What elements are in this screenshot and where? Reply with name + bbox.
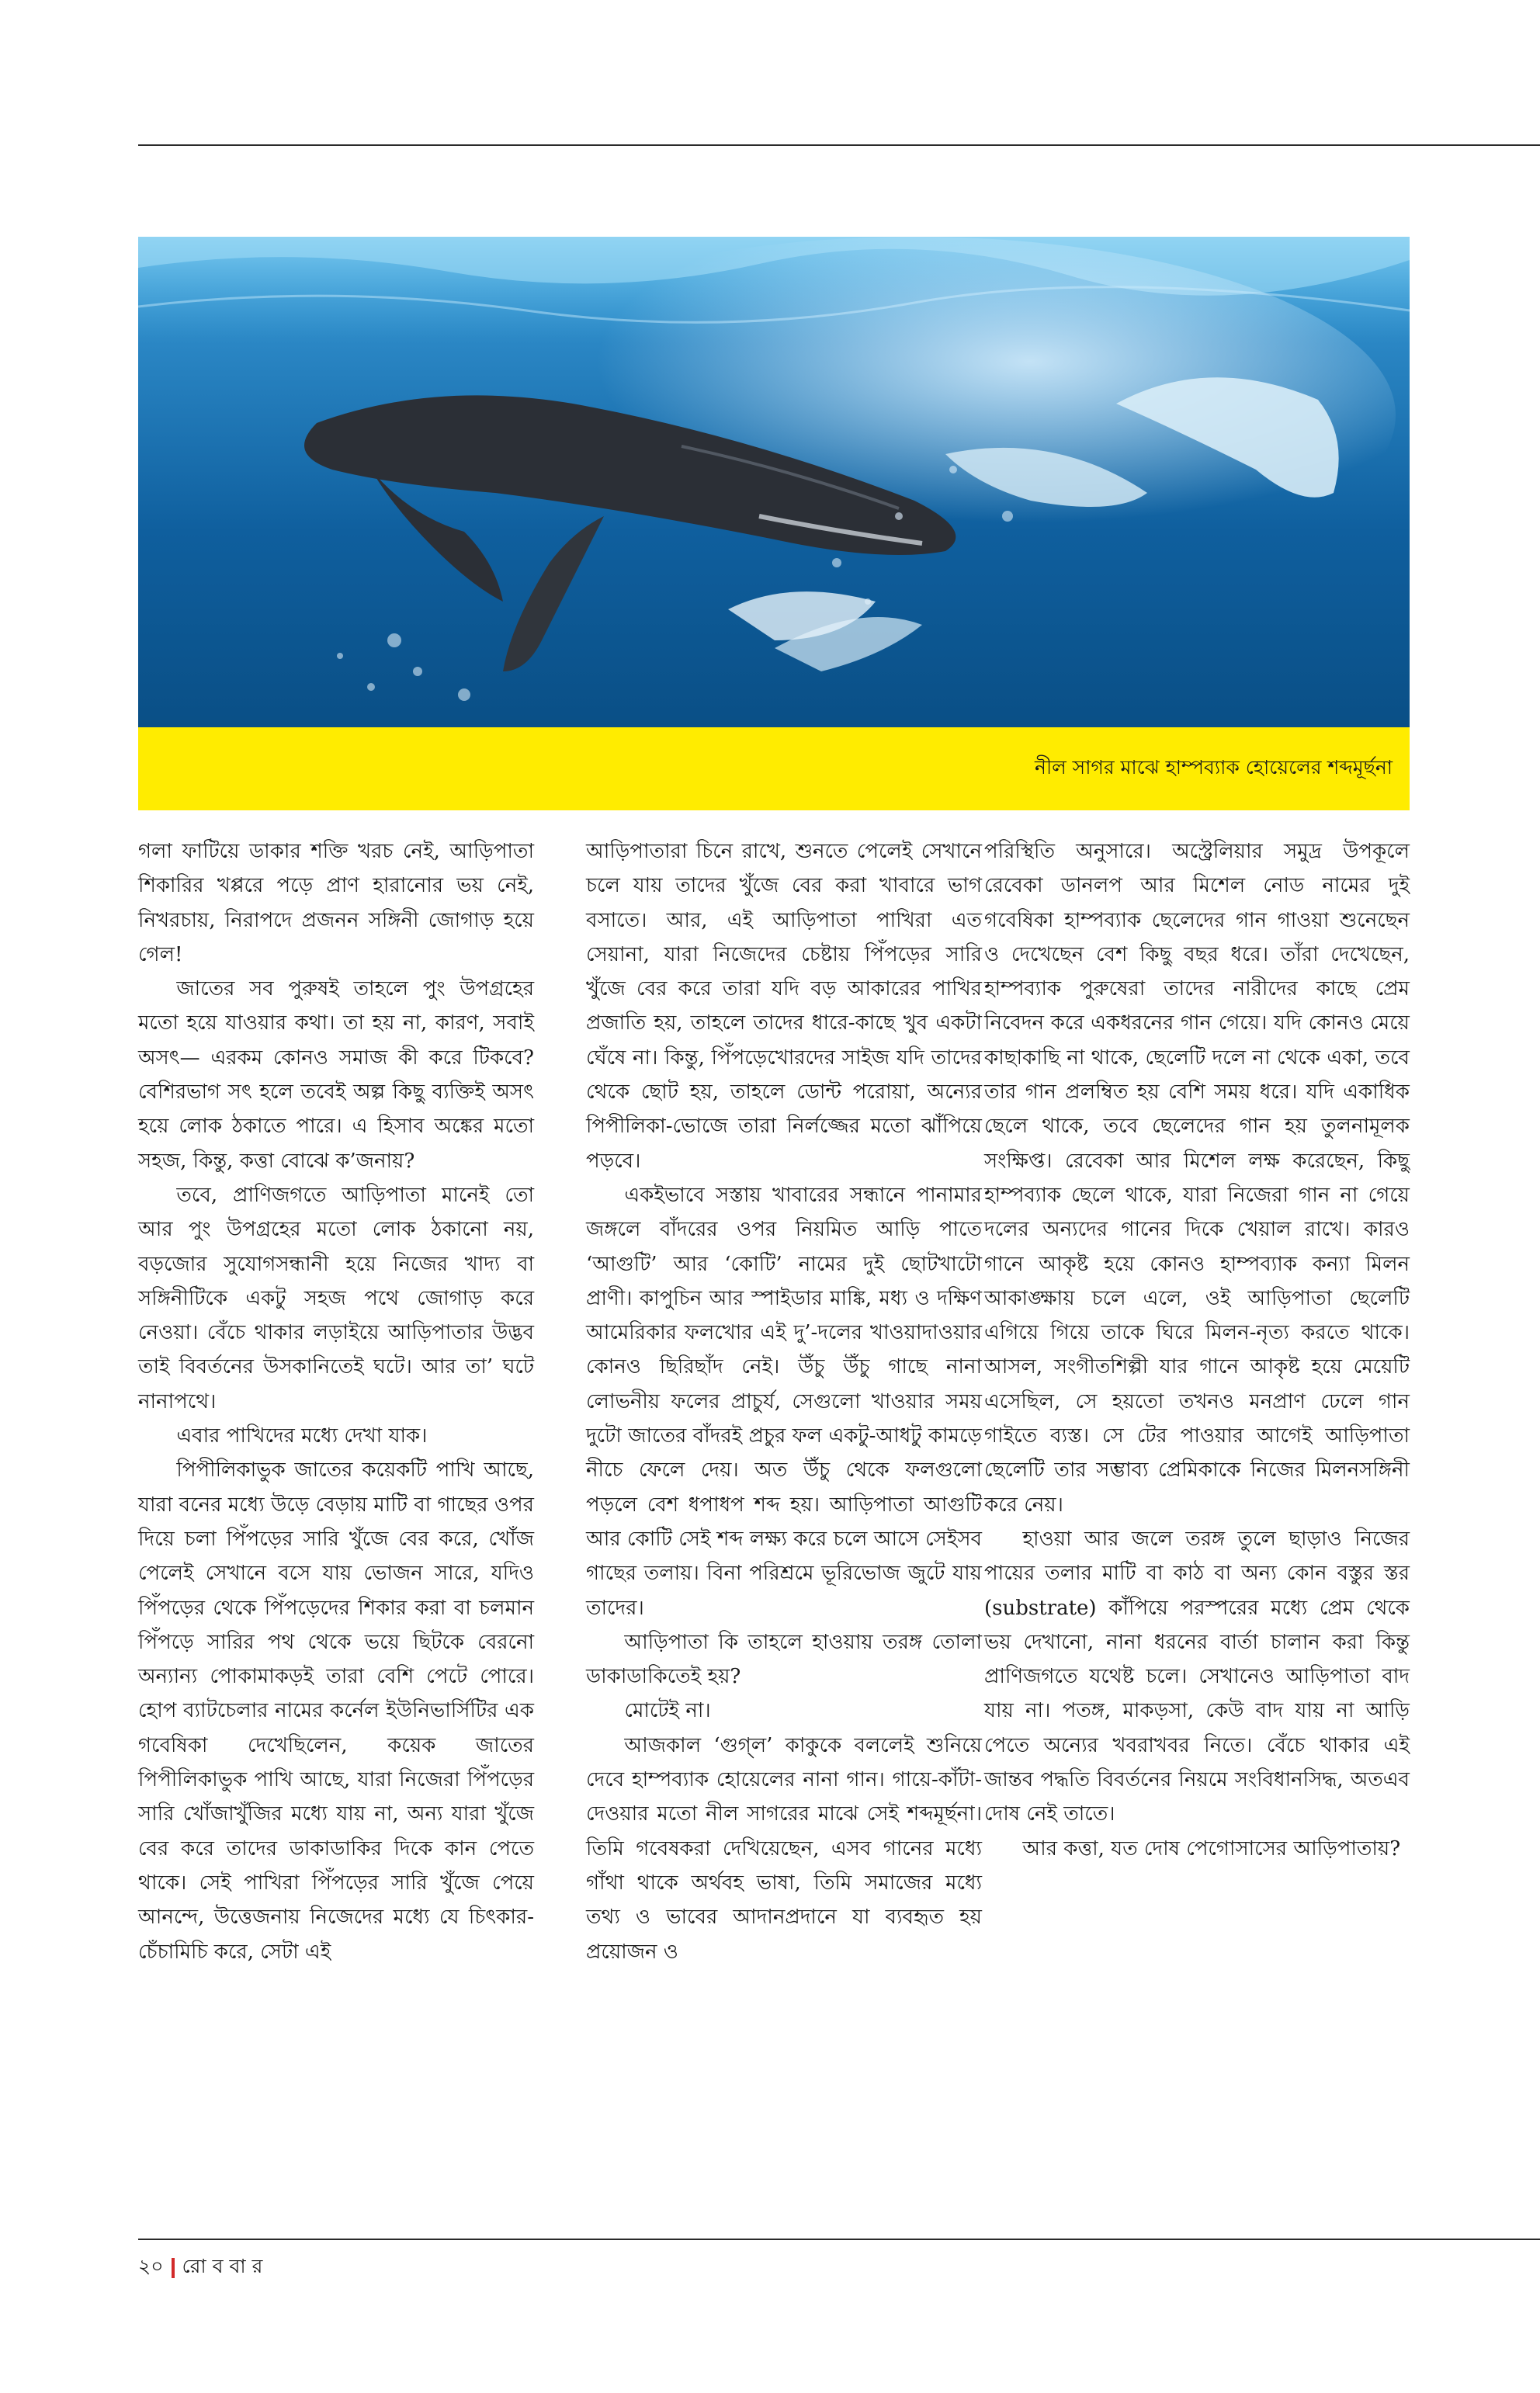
paragraph: তবে, প্রাণিজগতে আড়িপাতা মানেই তো আর পুং উপগ্রহের মতো লোক ঠকানো নয়, বড়জোর সুযোগসন্ধানী হয়ে নিজের খাদ্য বা সঙ্গিনীটিকে একটু সহজ পথে জোগাড় করে নেওয়া। বেঁচে থাকার লড়াইয়ে আড়িপাতার উদ্ভব তাই বিবর্তনের উসকানিতেই ঘটে। আর তা’ ঘটে নানাপথে। [138, 1183, 534, 1413]
article-column-2 [586, 834, 982, 2224]
humpback-whale-photo [138, 237, 1410, 727]
bottom-rule [138, 2239, 1540, 2240]
footer-separator [172, 2258, 175, 2278]
page-number: ২০ [138, 2255, 164, 2277]
paragraph: আড়িপাতা কি তাহলে হাওয়ায় তরঙ্গ তোলা ডাকাডাকিতেই হয়? [586, 1630, 982, 1689]
photo-caption: নীল সাগর মাঝে হাম্পব্যাক হোয়েলের শব্দমূর্ছনা [1035, 756, 1393, 779]
paragraph: জাতের সব পুরুষই তাহলে পুং উপগ্রহের মতো হয়ে যাওয়ার কথা। তা হয় না, কারণ, সবাই অসৎ— এরকম কোনও সমাজ কী করে টিকবে? বেশিরভাগ সৎ হলে তবেই অল্প কিছু ব্যক্তিই অসৎ হয়ে লোক ঠকাতে পারে। এ হিসাব অঙ্কের মতো সহজ, কিন্তু, কত্তা বোঝে ক’জনায়? [138, 977, 534, 1173]
page-footer [138, 2251, 262, 2284]
paragraph: পিপীলিকাভুক জাতের কয়েকটি পাখি আছে, যারা বনের মধ্যে উড়ে বেড়ায় মাটি বা গাছের ওপর দিয়ে চলা পিঁপড়ের সারি খুঁজে বের করে, খোঁজ পেলেই সেখানে বসে যায় ভোজন সারে, যদিও পিঁপড়ের থেকে পিঁপড়েদের শিকার করা বা চলমান পিঁপড়ে সারির পথ থেকে ভয়ে ছিটকে বেরনো অন্যান্য পোকামাকড়ই তারা বেশি পেটে পোরে। হোপ ব্যাটচেলার নামের কর্নেল ইউনিভার্সিটির এক গবেষিকা দেখেছিলেন, কয়েক জাতের পিপীলিকাভুক পাখি আছে, যারা নিজেরা পিঁপড়ের সারি খোঁজাখুঁজির মধ্যে যায় না, অন্য যারা খুঁজে বের করে তাদের ডাকাডাকির দিকে কান পেতে থাকে। সেই পাখিরা পিঁপড়ের সারি খুঁজে পেয়ে আনন্দে, উত্তেজনায় নিজেদের মধ্যে যে চিৎকার-চেঁচামিচি করে, সেটা এই [138, 1458, 534, 1964]
paragraph: আড়িপাতারা চিনে রাখে, শুনতে পেলেই সেখানে চলে যায় তাদের খুঁজে বের করা খাবারে ভাগ বসাতে। আর, এই আড়িপাতা পাখিরা এত সেয়ানা, যারা নিজেদের চেষ্টায় পিঁপড়ের সারি খুঁজে বের করে তারা যদি বড় আকারের পাখির প্রজাতি হয়, তাহলে তাদের ধারে-কাছে খুব একটা ঘেঁষে না। কিন্তু, পিঁপড়েখোরদের সাইজ যদি তাদের থেকে ছোট হয়, তাহলে ডোন্ট পরোয়া, অন্যের পিপীলিকা-ভোজে তারা নির্লজ্জের মতো ঝাঁপিয়ে পড়বে। [586, 840, 982, 1173]
paragraph: এবার পাখিদের মধ্যে দেখা যাক। [176, 1424, 428, 1448]
paragraph: মোটেই না। [624, 1699, 711, 1723]
article-column-1 [138, 834, 534, 2224]
paragraph: আজকাল ‘গুগ্‌ল’ কাকুকে বললেই শুনিয়ে দেবে হাম্পব্যাক হোয়েলের নানা গান। গায়ে-কাঁটা-দেওয়ার মতো নীল সাগরের মাঝে সেই শব্দমূর্ছনা। তিমি গবেষকরা দেখিয়েছেন, এসব গানের মধ্যে গাঁথা থাকে অর্থবহ ভাষা, তিমি সমাজের মধ্যে তথ্য ও ভাবের আদানপ্রদানে যা ব্যবহৃত হয় প্রয়োজন ও [586, 1733, 982, 1964]
paragraph: গলা ফাটিয়ে ডাকার শক্তি খরচ নেই, আড়িপাতা শিকারির খপ্পরে পড়ে প্রাণ হারানোর ভয় নেই, নিখরচায়, নিরাপদে প্রজনন সঙ্গিনী জোগাড় হয়ে গেল! [138, 840, 534, 966]
publication-name: রো ব বা র [182, 2255, 263, 2277]
article-column-3 [984, 834, 1410, 2224]
paragraph: আর কত্তা, যত দোষ পেগোসাসের আড়িপাতায়? [1022, 1836, 1401, 1861]
paragraph: পরিস্থিতি অনুসারে। অস্ট্রেলিয়ার সমুদ্র উপকূলে রেবেকা ডানলপ আর মিশেল নোড নামের দুই গবেষিকা হাম্পব্যাক ছেলেদের গান গাওয়া শুনেছেন ও দেখেছেন বেশ কিছু বছর ধরে। তাঁরা দেখেছেন, হাম্পব্যাক পুরুষেরা তাদের নারীদের কাছে প্রেম নিবেদন করে একধরনের গান গেয়ে। যদি কোনও মেয়ে কাছাকাছি না থাকে, ছেলেটি দলে না থেকে একা, তবে তার গান প্রলম্বিত হয় বেশি সময় ধরে। যদি একাধিক ছেলে থাকে, তবে ছেলেদের গান হয় তুলনামূলক সংক্ষিপ্ত। রেবেকা আর মিশেল লক্ষ করেছেন, কিছু হাম্পব্যাক ছেলে থাকে, যারা নিজেরা গান না গেয়ে দলের অন্যদের গানের দিকে খেয়াল রাখে। কারও গানে আকৃষ্ট হয়ে কোনও হাম্পব্যাক কন্যা মিলন আকাঙ্ক্ষায় চলে এলে, ওই আড়িপাতা ছেলেটি এগিয়ে গিয়ে তাকে ঘিরে মিলন-নৃত্য করতে থাকে। আসল, সংগীতশিল্পী যার গানে আকৃষ্ট হয়ে মেয়েটি এসেছিল, সে হয়তো তখনও মনপ্রাণ ঢেলে গান গাইতে ব্যস্ত। সে টের পাওয়ার আগেই আড়িপাতা ছেলেটি তার সম্ভাব্য প্রেমিকাকে নিজের মিলনসঙ্গিনী করে নেয়। [984, 840, 1410, 1517]
article-body [138, 834, 1410, 2224]
paragraph: হাওয়া আর জলে তরঙ্গ তুলে ছাড়াও নিজের পায়ের তলার মাটি বা কাঠ বা অন্য কোন বস্তুর স্তর (substrate) কাঁপিয়ে পরস্পরের মধ্যে প্রেম থেকে ভয় দেখানো, নানা ধরনের বার্তা চালান করা কিন্তু প্রাণিজগতে যথেষ্ট চলে। সেখানেও আড়িপাতা বাদ যায় না। পতঙ্গ, মাকড়সা, কেউ বাদ যায় না আড়ি পেতে অন্যের খবরাখবর নিতে। বেঁচে থাকার এই জান্তব পদ্ধতি বিবর্তনের নিয়মে সংবিধানসিদ্ধ, অতএব দোষ নেই তাতে। [984, 1527, 1410, 1826]
photo-caption-bar [138, 727, 1410, 810]
top-rule [138, 144, 1540, 146]
paragraph: একইভাবে সস্তায় খাবারের সন্ধানে পানামার জঙ্গলে বাঁদরের ওপর নিয়মিত আড়ি পাতে ‘আগুটি’ আর ‘কোটি’ নামের দুই ছোটখাটো প্রাণী। কাপুচিন আর স্পাইডার মাঙ্কি, মধ্য ও দক্ষিণ আমেরিকার ফলখোর এই দু’-দলের খাওয়াদাওয়ার কোনও ছিরিছাঁদ নেই। উঁচু উঁচু গাছে নানা লোভনীয় ফলের প্রাচুর্য, সেগুলো খাওয়ার সময় দুটো জাতের বাঁদরই প্রচুর ফল একটু-আধটু কামড়ে নীচে ফেলে দেয়। অত উঁচু থেকে ফলগুলো পড়লে বেশ ধপাধপ শব্দ হয়। আড়িপাতা আগুটি আর কোটি সেই শব্দ লক্ষ্য করে চলে আসে সেইসব গাছের তলায়। বিনা পরিশ্রমে ভূরিভোজ জুটে যায় তাদের। [586, 1183, 982, 1620]
